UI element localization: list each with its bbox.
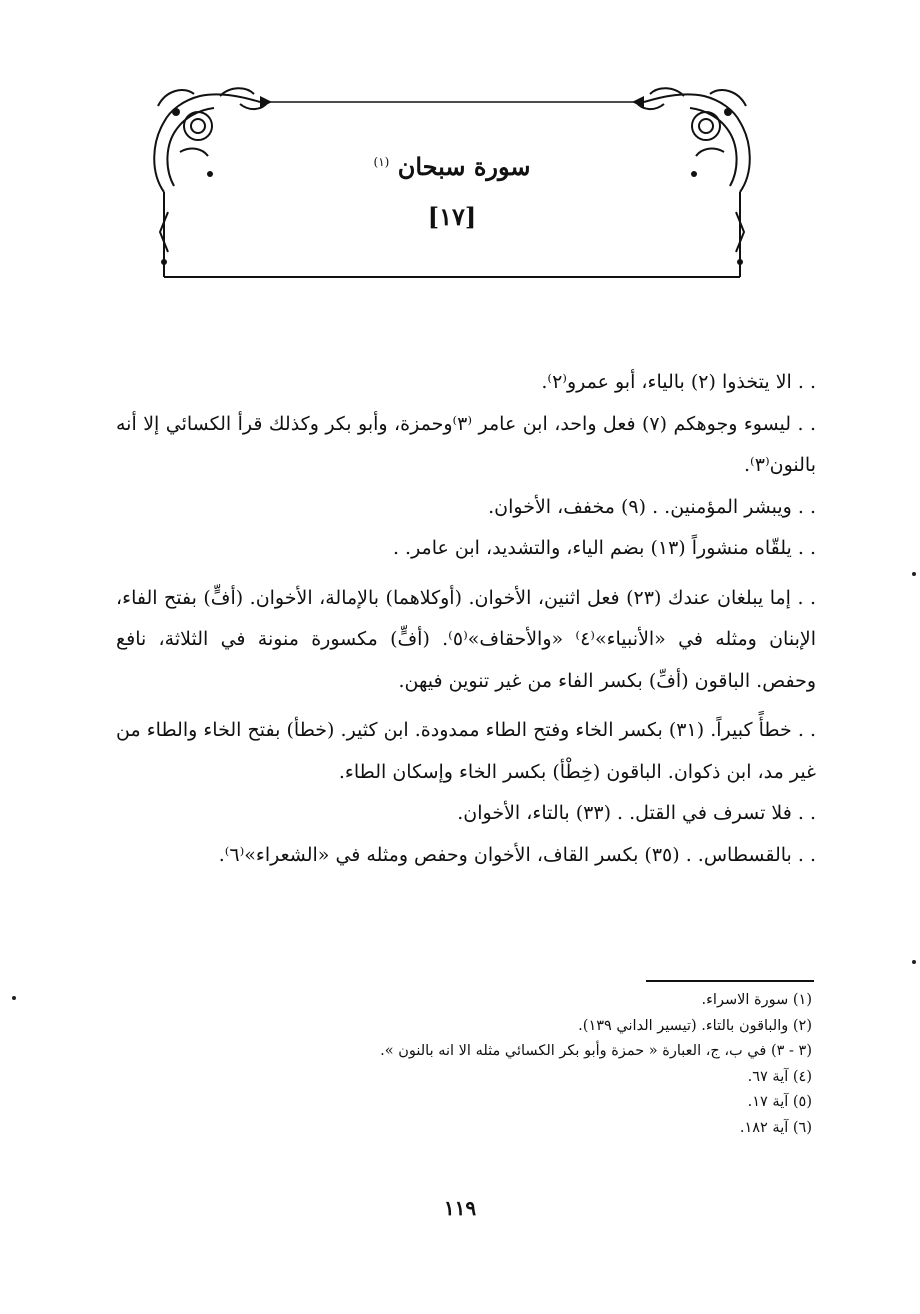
title-footnote-mark: (١) xyxy=(373,155,390,169)
paragraph: . . بالقسطاس. . (٣٥) بكسر القاف، الأخوان وحفص ومثله في «الشعراء»⁽٦⁾. xyxy=(218,843,816,866)
scan-speck xyxy=(912,572,916,576)
paragraph: . . ليسوء وجوهكم (٧) فعل واحد، ابن عامر ⁽٣⁾وحمزة، وأبو بكر وكذلك قرأ الكسائي إلا أنه بالنون⁽٣⁾. xyxy=(116,412,816,476)
paragraph: . . يلقّاه منشوراً (١٣) بضم الياء، والتشديد، ابن عامر. . xyxy=(392,537,816,559)
paragraph: . . فلا تسرف في القتل. . (٣٣) بالتاء، الأخوان. xyxy=(457,802,816,824)
page-number: ١١٩ xyxy=(443,1196,477,1220)
paragraph: . . إما يبلغان عندك (٢٣) فعل اثنين، الأخوان. (أوكلاهما) بالإمالة، الأخوان. (أفٍّ) بفتح الفاء، الإبنان ومثله في «الأنبياء»⁽٤⁾ «والأحقاف»⁽٥⁾. (أفٍّ) مكسورة منونة في الثلاثة، نافع وحفص. الباقون (أفِّ) بكسر الفاء من غير تنوين فيهن. xyxy=(116,586,816,692)
sura-title-text: سورة سبحان xyxy=(397,152,531,181)
paragraph: . . الا يتخذوا (٢) بالياء، أبو عمرو⁽٢⁾. xyxy=(541,371,816,393)
paragraph: . . خطأً كبيراً. (٣١) بكسر الخاء وفتح الطاء ممدودة. ابن كثير. (خطأ) بفتح الخاء والطاء من غير مد، ابن ذكوان. الباقون (خِطْأ) بكسر الخاء وإسكان الطاء. xyxy=(116,719,816,783)
footnotes xyxy=(300,988,812,1141)
paragraph: . . ويبشر المؤمنين. . (٩) مخفف، الأخوان. xyxy=(488,495,816,518)
scan-speck xyxy=(12,996,16,1000)
ornamental-header-frame xyxy=(150,82,754,280)
footnote-divider xyxy=(646,980,814,982)
scan-speck xyxy=(912,960,916,964)
footnote: (٣ - ٣) في ب، ج، العبارة « حمزة وأبو بكر الكسائي مثله الا انه بالنون ». xyxy=(380,1043,812,1059)
footnote: (٥) آية ١٧. xyxy=(747,1094,812,1110)
footnote: (٢) والباقون بالتاء. (تيسير الداني ١٣٩). xyxy=(578,1017,812,1034)
footnote: (٤) آية ٦٧. xyxy=(747,1068,812,1085)
sura-title xyxy=(150,152,754,181)
main-text xyxy=(116,362,816,876)
ornament-border-icon xyxy=(150,82,754,280)
footnote: (١) سورة الاسراء. xyxy=(701,992,812,1008)
footnote: (٦) آية ١٨٢. xyxy=(739,1119,812,1136)
sura-number: [١٧] xyxy=(427,202,477,231)
